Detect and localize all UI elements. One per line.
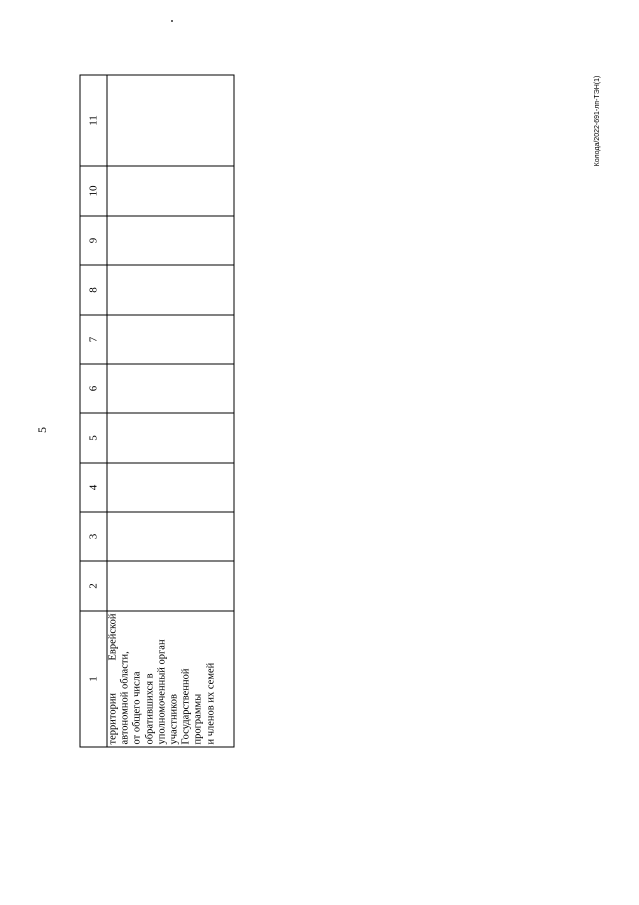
description-line-6: участников xyxy=(168,694,180,745)
table-cell xyxy=(107,166,234,216)
page-number: 5 xyxy=(35,427,49,433)
table-cell xyxy=(107,75,234,166)
table-cell xyxy=(107,216,234,265)
column-number-2: 2 xyxy=(80,561,107,611)
description-line-8: программы xyxy=(192,693,204,745)
description-line-5: уполномоченный орган xyxy=(156,639,168,745)
column-number-7: 7 xyxy=(80,315,107,364)
description-line-4: обратившихся в xyxy=(144,673,156,745)
column-number-10: 10 xyxy=(80,166,107,216)
table-container xyxy=(80,76,235,748)
table-cell xyxy=(107,561,234,611)
column-number-3: 3 xyxy=(80,512,107,561)
description-line-7: Государственной xyxy=(180,668,192,745)
table-cell xyxy=(107,512,234,561)
column-number-11: 11 xyxy=(80,75,107,166)
table-cell xyxy=(107,265,234,315)
table-cell xyxy=(107,364,234,413)
description-line-2: автономной области, xyxy=(119,651,131,745)
description-line-3: от общего числа xyxy=(131,671,143,745)
table-cell xyxy=(107,315,234,364)
description-line-1 xyxy=(108,614,120,745)
column-number-1: 1 xyxy=(80,611,107,747)
column-number-5: 5 xyxy=(80,413,107,463)
scan-speck xyxy=(171,20,173,22)
table-row xyxy=(107,75,234,747)
description-word: территории xyxy=(107,692,119,745)
header-row xyxy=(80,75,107,747)
description-word: Еврейской xyxy=(107,613,119,661)
column-number-6: 6 xyxy=(80,364,107,413)
table-cell xyxy=(107,413,234,463)
description-line-9: и членов их семей xyxy=(205,662,217,745)
row-description xyxy=(107,611,234,747)
column-number-8: 8 xyxy=(80,265,107,315)
column-number-9: 9 xyxy=(80,216,107,265)
document-code: Колода/2022-691-лп-ТЭН(1) xyxy=(594,75,601,167)
data-table xyxy=(80,75,235,748)
column-number-4: 4 xyxy=(80,463,107,512)
table-cell xyxy=(107,463,234,512)
